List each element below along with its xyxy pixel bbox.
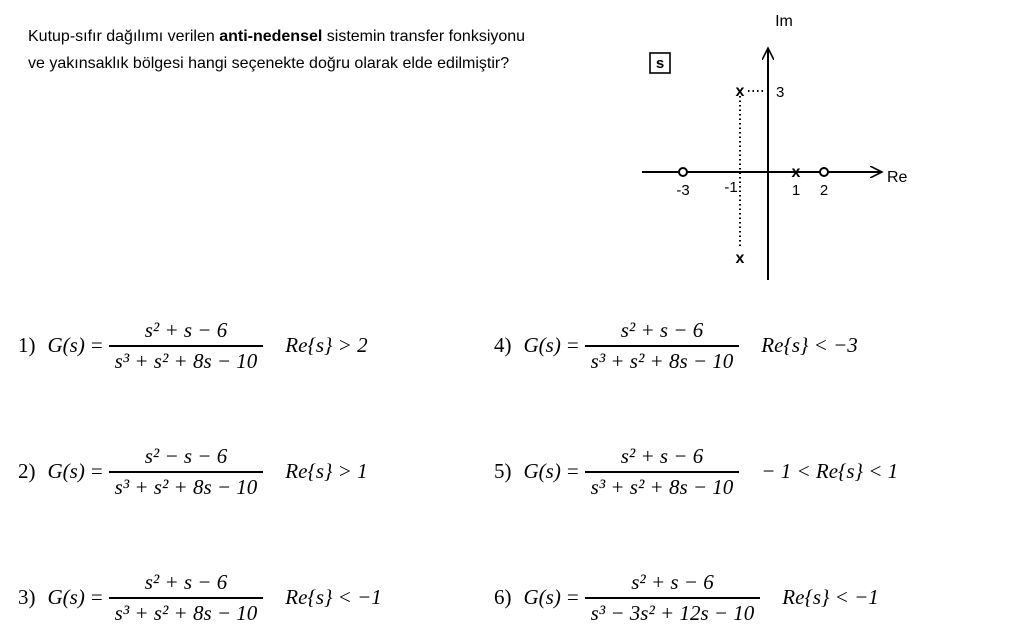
denominator: s³ + s² + 8s − 10 bbox=[114, 348, 258, 373]
option-number: 1) bbox=[18, 333, 36, 358]
denominator: s³ − 3s² + 12s − 10 bbox=[590, 600, 755, 625]
equals-sign: = bbox=[90, 333, 103, 358]
equals-sign: = bbox=[566, 585, 579, 610]
transfer-function-fraction bbox=[585, 318, 740, 374]
option-2[interactable] bbox=[18, 444, 368, 500]
option-4[interactable] bbox=[494, 318, 858, 374]
equals-sign: = bbox=[566, 333, 579, 358]
option-number: 2) bbox=[18, 459, 36, 484]
option-1[interactable] bbox=[18, 318, 368, 374]
question-line1-part1: Kutup-sıfır dağılımı verilen bbox=[28, 28, 220, 45]
zero-marker bbox=[679, 168, 687, 176]
equals-sign: = bbox=[90, 585, 103, 610]
pole-marker: x bbox=[735, 250, 745, 267]
numerator: s² − s − 6 bbox=[144, 444, 228, 468]
transfer-function-name: G(s) bbox=[523, 459, 561, 484]
transfer-function-name: G(s) bbox=[523, 585, 561, 610]
region-of-convergence: − 1 < Re{s} < 1 bbox=[761, 459, 899, 484]
denominator: s³ + s² + 8s − 10 bbox=[114, 474, 258, 499]
s-plane-label: s bbox=[655, 55, 665, 72]
tick-label-3: 3 bbox=[776, 84, 785, 101]
region-of-convergence: Re{s} > 1 bbox=[285, 459, 368, 484]
transfer-function-fraction bbox=[585, 570, 761, 626]
pole-marker: x bbox=[791, 164, 801, 181]
pole-zero-diagram bbox=[0, 0, 1018, 300]
option-number: 4) bbox=[494, 333, 512, 358]
numerator: s² + s − 6 bbox=[620, 318, 704, 342]
option-3[interactable] bbox=[18, 570, 382, 626]
numerator: s² + s − 6 bbox=[631, 570, 714, 594]
transfer-function-name: G(s) bbox=[523, 333, 561, 358]
transfer-function-fraction bbox=[109, 444, 264, 500]
tick-label-2: 2 bbox=[819, 182, 829, 199]
numerator: s² + s − 6 bbox=[144, 318, 228, 342]
region-of-convergence: Re{s} < −1 bbox=[782, 585, 879, 610]
transfer-function-name: G(s) bbox=[47, 459, 85, 484]
transfer-function-fraction bbox=[109, 318, 264, 374]
im-axis-label: Im bbox=[775, 13, 793, 30]
option-number: 3) bbox=[18, 585, 36, 610]
region-of-convergence: Re{s} < −3 bbox=[761, 333, 858, 358]
option-number: 6) bbox=[494, 585, 512, 610]
question-line2: ve yakınsaklık bölgesi hangi seçenekte doğru olarak elde edilmiştir? bbox=[28, 55, 510, 72]
transfer-function-name: G(s) bbox=[47, 585, 85, 610]
option-5[interactable] bbox=[494, 444, 898, 500]
pole-marker: x bbox=[735, 83, 745, 100]
option-number: 5) bbox=[494, 459, 512, 484]
denominator: s³ + s² + 8s − 10 bbox=[590, 474, 734, 499]
region-of-convergence: Re{s} < −1 bbox=[285, 585, 382, 610]
re-axis-label: Re bbox=[887, 169, 908, 186]
zero-marker bbox=[820, 168, 828, 176]
equals-sign: = bbox=[566, 459, 579, 484]
tick-label-neg1: -1 bbox=[724, 179, 738, 196]
equals-sign: = bbox=[90, 459, 103, 484]
numerator: s² + s − 6 bbox=[620, 444, 704, 468]
transfer-function-fraction bbox=[585, 444, 740, 500]
tick-label-1: 1 bbox=[791, 182, 801, 199]
tick-label-neg3: -3 bbox=[676, 182, 690, 199]
denominator: s³ + s² + 8s − 10 bbox=[590, 348, 734, 373]
question-bold-term: anti-nedensel bbox=[219, 28, 323, 45]
transfer-function-name: G(s) bbox=[47, 333, 85, 358]
region-of-convergence: Re{s} > 2 bbox=[285, 333, 368, 358]
option-6[interactable] bbox=[494, 570, 879, 626]
question-line1-part2: sistemin transfer fonksiyonu bbox=[322, 28, 526, 45]
transfer-function-fraction bbox=[109, 570, 264, 626]
numerator: s² + s − 6 bbox=[144, 570, 228, 594]
denominator: s³ + s² + 8s − 10 bbox=[114, 600, 258, 625]
